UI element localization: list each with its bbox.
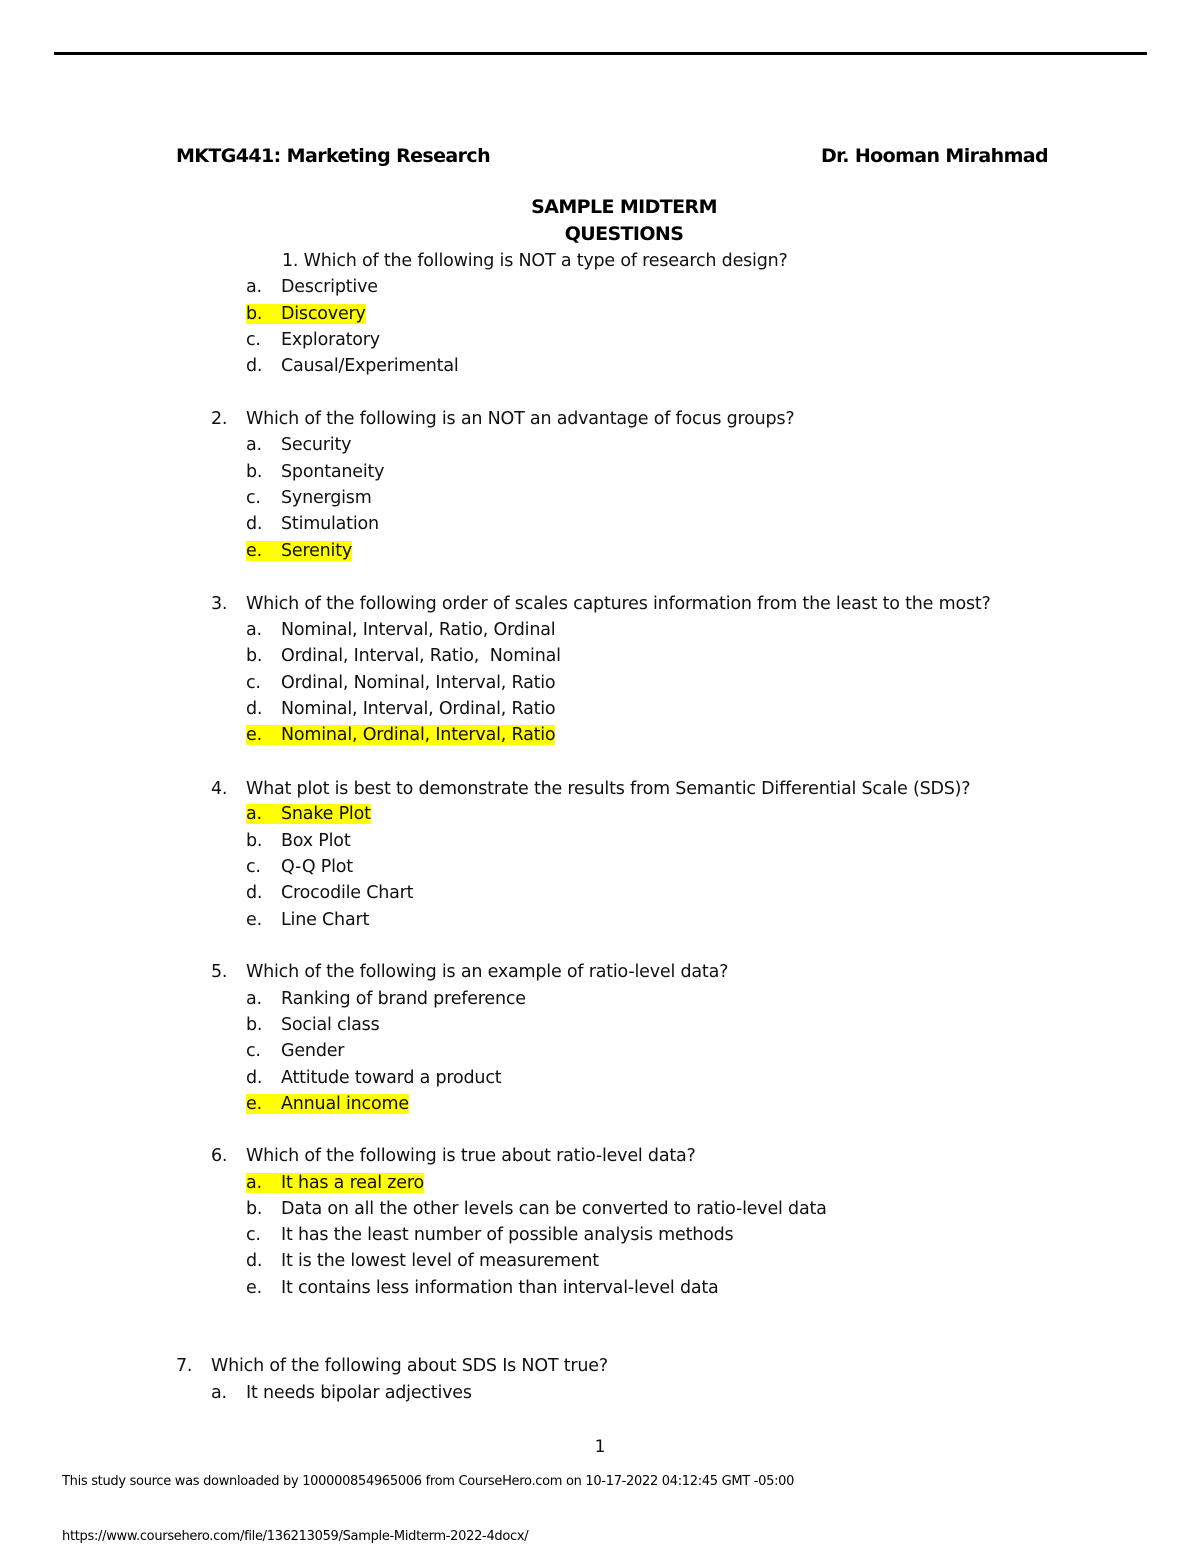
option-text: Stimulation (281, 514, 379, 534)
option-text: Causal/Experimental (281, 356, 459, 376)
option-text: Crocodile Chart (281, 883, 414, 903)
question-5 (211, 962, 728, 982)
option-letter: e. (246, 725, 262, 745)
option-letter: c. (246, 1041, 261, 1061)
question-7 (176, 1356, 608, 1376)
option-text: Exploratory (281, 330, 380, 350)
q5-option-a (246, 989, 526, 1009)
option-text: Spontaneity (281, 462, 385, 482)
option-letter: c. (246, 488, 261, 508)
q3-option-e (246, 725, 555, 745)
question-4 (211, 779, 970, 799)
option-letter: e. (246, 910, 262, 930)
question-number: 2. (211, 409, 228, 429)
option-letter: d. (246, 1251, 263, 1271)
question-text: Which of the following about SDS Is NOT true? (211, 1356, 608, 1376)
q6-option-e (246, 1278, 719, 1298)
doc-title-line1: SAMPLE MIDTERM (531, 196, 717, 218)
option-text: Line Chart (281, 910, 370, 930)
question-3 (211, 594, 991, 614)
q5-option-c (246, 1041, 344, 1061)
question-number: 3. (211, 594, 228, 614)
option-letter: d. (246, 356, 263, 376)
question-text: Which of the following order of scales captures information from the least to the most? (246, 594, 991, 614)
option-letter: e. (246, 1094, 262, 1114)
q6-option-a (246, 1173, 424, 1193)
q3-option-d (246, 699, 555, 719)
option-letter: e. (246, 1278, 262, 1298)
doc-title-line2: QUESTIONS (564, 223, 684, 245)
option-text: It has a real zero (281, 1173, 424, 1193)
option-letter: a. (211, 1383, 227, 1403)
q2-option-a (246, 435, 351, 455)
option-text: Synergism (281, 488, 372, 508)
q2-option-c (246, 488, 372, 508)
option-text: Ordinal, Interval, Ratio, Nominal (281, 646, 561, 666)
q5-option-e (246, 1094, 409, 1114)
option-text: It needs bipolar adjectives (246, 1383, 472, 1403)
option-letter: c. (246, 1225, 261, 1245)
option-text: Security (281, 435, 352, 455)
option-letter: e. (246, 541, 262, 561)
option-letter: c. (246, 857, 261, 877)
question-text: Which of the following is true about ratio-level data? (246, 1146, 696, 1166)
option-letter: c. (246, 330, 261, 350)
question-number: 1. (282, 251, 299, 271)
download-note: This study source was downloaded by 100000854965006 from CourseHero.com on 10-17-2022 04:12:45 GMT -05:00 (62, 1474, 795, 1489)
option-letter: a. (246, 435, 262, 455)
option-text: Serenity (281, 541, 353, 561)
question-number: 5. (211, 962, 228, 982)
q2-option-b (246, 462, 384, 482)
option-text: It contains less information than interval-level data (281, 1278, 719, 1298)
option-text: It is the lowest level of measurement (281, 1251, 599, 1271)
q6-option-d (246, 1251, 599, 1271)
option-letter: b. (246, 1199, 263, 1219)
page-number: 1 (594, 1437, 606, 1457)
source-url[interactable]: https://www.coursehero.com/file/136213059/Sample-Midterm-2022-4docx/ (62, 1529, 529, 1544)
option-letter: a. (246, 277, 262, 297)
option-letter: b. (246, 646, 263, 666)
option-text: Nominal, Interval, Ratio, Ordinal (281, 620, 556, 640)
q4-option-b (246, 831, 350, 851)
question-1 (282, 251, 788, 271)
q1-option-a (246, 277, 378, 297)
q6-option-b (246, 1199, 827, 1219)
question-text: Which of the following is an NOT an advantage of focus groups? (246, 409, 795, 429)
question-number: 7. (176, 1356, 193, 1376)
question-6 (211, 1146, 696, 1166)
option-letter: c. (246, 673, 261, 693)
option-text: Ordinal, Nominal, Interval, Ratio (281, 673, 556, 693)
option-letter: a. (246, 804, 262, 824)
question-2 (211, 409, 794, 429)
option-letter: b. (246, 1015, 263, 1035)
option-text: Nominal, Ordinal, Interval, Ratio (281, 725, 556, 745)
question-text: Which of the following is an example of ratio-level data? (246, 962, 729, 982)
q3-option-c (246, 673, 555, 693)
q1-option-b (246, 304, 366, 324)
option-letter: d. (246, 1068, 263, 1088)
course-title: MKTG441: Marketing Research (176, 145, 490, 167)
instructor-name: Dr. Hooman Mirahmad (821, 145, 1048, 167)
q5-option-d (246, 1068, 501, 1088)
question-number: 4. (211, 779, 228, 799)
option-letter: a. (246, 620, 262, 640)
q1-option-c (246, 330, 380, 350)
q4-option-e (246, 910, 369, 930)
option-text: Data on all the other levels can be converted to ratio-level data (281, 1199, 827, 1219)
option-text: It has the least number of possible analysis methods (281, 1225, 734, 1245)
option-letter: b. (246, 831, 263, 851)
q2-option-e (246, 541, 352, 561)
option-letter: a. (246, 989, 262, 1009)
question-text: Which of the following is NOT a type of research design? (303, 251, 788, 271)
option-letter: d. (246, 514, 263, 534)
option-text: Box Plot (281, 831, 351, 851)
option-text: Nominal, Interval, Ordinal, Ratio (281, 699, 556, 719)
option-text: Discovery (281, 304, 366, 324)
q1-option-d (246, 356, 459, 376)
option-text: Ranking of brand preference (281, 989, 526, 1009)
q7-option-a (211, 1383, 472, 1403)
option-letter: d. (246, 883, 263, 903)
option-letter: a. (246, 1173, 262, 1193)
option-letter: b. (246, 462, 263, 482)
q4-option-d (246, 883, 413, 903)
q4-option-c (246, 857, 353, 877)
option-letter: d. (246, 699, 263, 719)
q5-option-b (246, 1015, 380, 1035)
option-letter: b. (246, 304, 263, 324)
q2-option-d (246, 514, 379, 534)
option-text: Snake Plot (281, 804, 371, 824)
q4-option-a (246, 804, 371, 824)
question-text: What plot is best to demonstrate the results from Semantic Differential Scale (SDS)? (246, 779, 971, 799)
q6-option-c (246, 1225, 733, 1245)
option-text: Gender (281, 1041, 345, 1061)
question-number: 6. (211, 1146, 228, 1166)
option-text: Annual income (281, 1094, 409, 1114)
q3-option-a (246, 620, 555, 640)
q3-option-b (246, 646, 561, 666)
option-text: Attitude toward a product (281, 1068, 502, 1088)
top-rule (54, 52, 1147, 55)
option-text: Social class (281, 1015, 380, 1035)
option-text: Descriptive (281, 277, 378, 297)
option-text: Q-Q Plot (281, 857, 353, 877)
